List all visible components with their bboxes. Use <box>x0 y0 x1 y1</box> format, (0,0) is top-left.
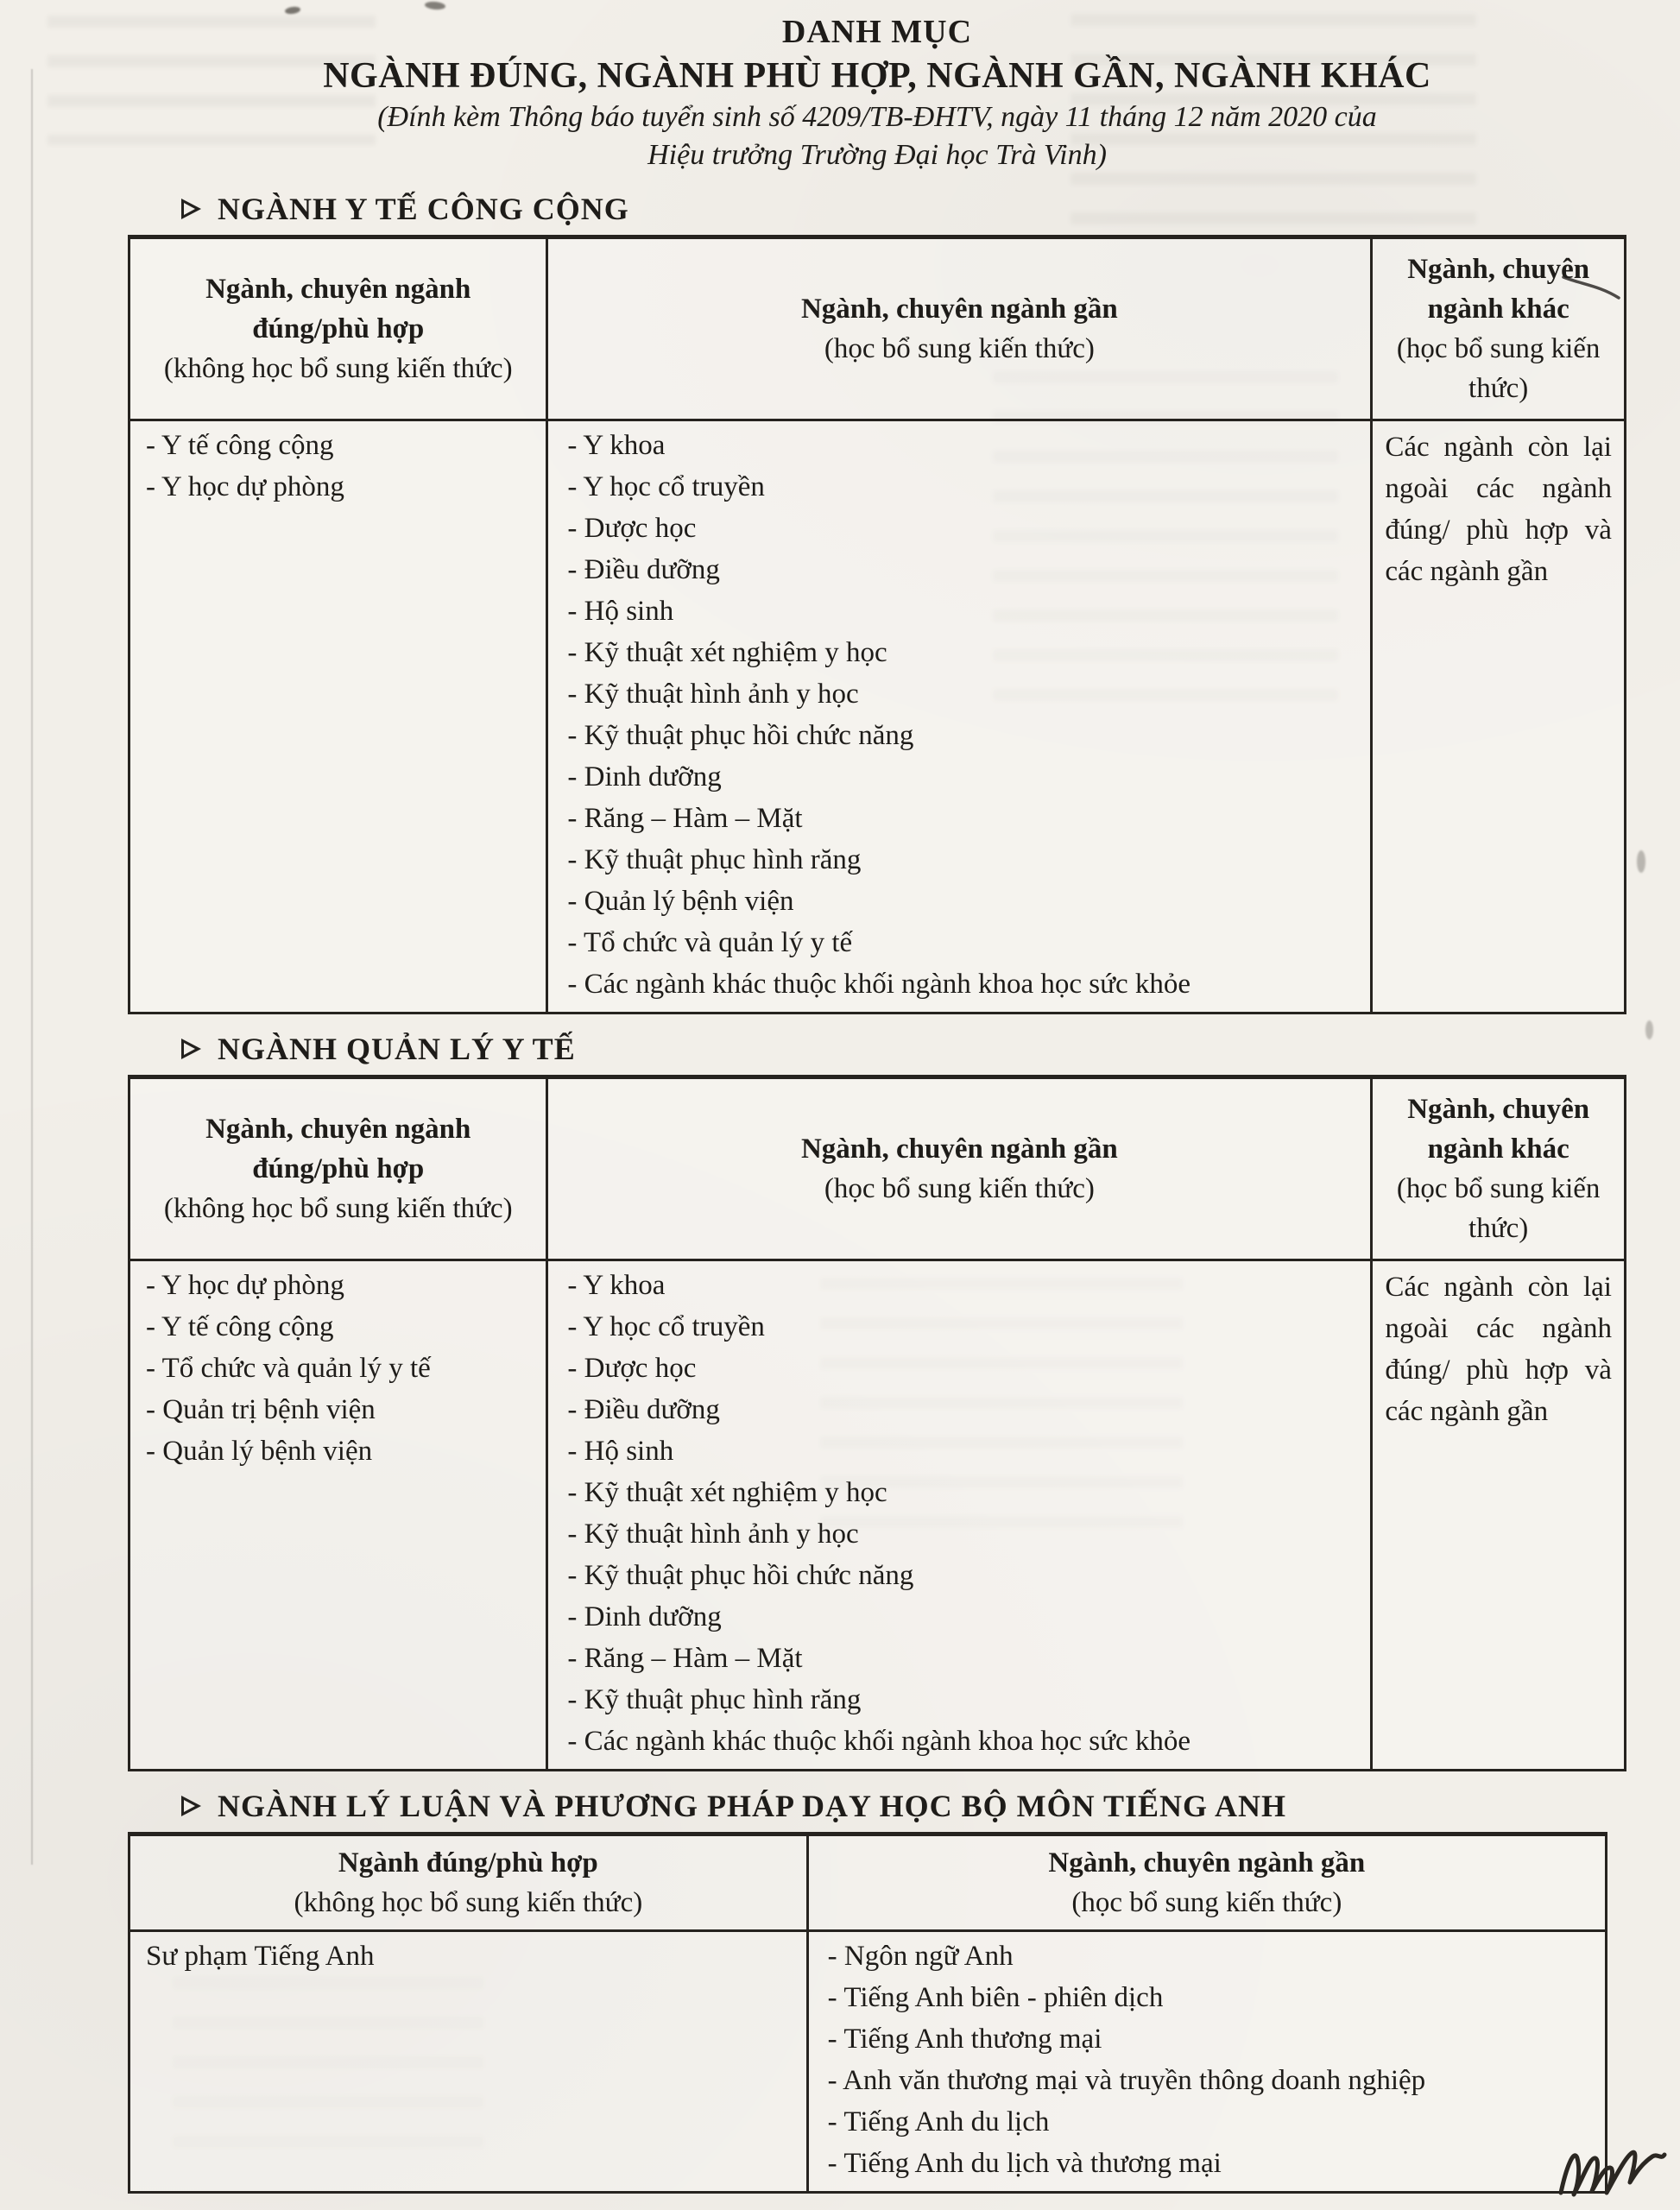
list-item: - Kỹ thuật xét nghiệm y học <box>567 637 887 668</box>
section-heading-text: NGÀNH QUẢN LÝ Y TẾ <box>218 1032 576 1066</box>
column-header-note: (không học bổ sung kiến thức) <box>163 353 513 384</box>
table-public-health <box>128 235 1626 1014</box>
column-header-other <box>1373 239 1624 419</box>
ink-smudge-artifact <box>425 1 446 10</box>
list-item: - Y tế công cộng <box>146 430 334 461</box>
list-item: - Các ngành khác thuộc khối ngành khoa học sức khỏe <box>567 1726 1191 1757</box>
table-health-management <box>128 1075 1626 1771</box>
list-item: - Quản lý bệnh viện <box>146 1436 373 1467</box>
near-majors-list <box>809 1932 1605 2191</box>
edge-mark-artifact <box>1637 850 1645 873</box>
correct-majors-list <box>130 1261 548 1769</box>
table-header-row <box>130 239 1624 421</box>
section-heading-text: NGÀNH Y TẾ CÔNG CỘNG <box>218 192 629 226</box>
list-item: - Răng – Hàm – Mặt <box>567 1643 803 1674</box>
arrowhead-marker-icon <box>181 1037 204 1061</box>
table-header-row <box>130 1836 1605 1932</box>
column-header-note: (học bổ sung kiến thức) <box>1396 1173 1601 1244</box>
table-body-row <box>130 1261 1624 1769</box>
column-header-note: (học bổ sung kiến thức) <box>824 333 1095 364</box>
section-heading-english-teaching <box>181 1785 1626 1827</box>
list-item: - Tiếng Anh du lịch <box>827 2106 1050 2137</box>
arrowhead-marker-icon <box>181 1794 204 1818</box>
list-item: - Hộ sinh <box>567 1436 674 1467</box>
column-header-title: Ngành, chuyên ngành gần <box>1048 1847 1366 1878</box>
list-item: - Y học dự phòng <box>146 1270 344 1301</box>
column-header-correct <box>130 1079 548 1259</box>
list-item: - Các ngành khác thuộc khối ngành khoa học sức khỏe <box>567 969 1191 1000</box>
table-english-teaching <box>128 1832 1607 2194</box>
list-item: - Y khoa <box>567 1270 666 1301</box>
list-item: - Kỹ thuật hình ảnh y học <box>567 1519 859 1550</box>
section-heading-health-management <box>181 1028 1626 1070</box>
list-item: - Tổ chức và quản lý y tế <box>146 1353 431 1384</box>
column-header-title: Ngành, chuyên ngành gần <box>800 1133 1118 1165</box>
column-header-note: (không học bổ sung kiến thức) <box>163 1193 513 1224</box>
table-header-row <box>130 1079 1624 1261</box>
column-header-title: Ngành, chuyên ngành khác <box>1407 254 1590 325</box>
list-item: - Ngôn ngữ Anh <box>827 1941 1014 1972</box>
table-body-row <box>130 421 1624 1012</box>
attachment-note-line1: (Đính kèm Thông báo tuyển sinh số 4209/TB-ĐHTV, ngày 11 tháng 12 năm 2020 của <box>377 101 1377 133</box>
list-item: - Răng – Hàm – Mặt <box>567 803 803 834</box>
list-item: - Anh văn thương mại và truyền thông doanh nghiệp <box>827 2065 1426 2096</box>
column-header-note: (học bổ sung kiến thức) <box>1071 1887 1342 1918</box>
list-item: - Kỹ thuật phục hình răng <box>567 1684 862 1715</box>
column-header-title: Ngành, chuyên ngành đúng/phù hợp <box>205 274 471 344</box>
column-header-correct <box>130 1836 809 1929</box>
column-header-note: (học bổ sung kiến thức) <box>1396 333 1601 404</box>
other-majors-text: Các ngành còn lại ngoài các ngành đúng/ phù hợp và các ngành gần <box>1385 432 1612 587</box>
attachment-note-line2: Hiệu trưởng Trường Đại học Trà Vinh) <box>647 139 1107 171</box>
list-item: - Kỹ thuật phục hình răng <box>567 844 862 875</box>
list-item: - Y học cổ truyền <box>567 1311 765 1342</box>
list-item: - Dinh dưỡng <box>567 761 722 792</box>
list-item: - Điều dưỡng <box>567 554 720 585</box>
list-item: - Tổ chức và quản lý y tế <box>567 927 853 958</box>
column-header-title: Ngành, chuyên ngành khác <box>1407 1094 1590 1165</box>
list-item: - Tiếng Anh du lịch và thương mại <box>827 2148 1222 2179</box>
list-item: Sư phạm Tiếng Anh <box>146 1941 375 1972</box>
near-majors-list <box>548 1261 1373 1769</box>
list-item: - Dược học <box>567 1353 697 1384</box>
list-item: - Tiếng Anh biên - phiên dịch <box>827 1982 1164 2013</box>
column-header-correct <box>130 239 548 419</box>
column-header-title: Ngành, chuyên ngành gần <box>800 294 1118 325</box>
other-majors-text: Các ngành còn lại ngoài các ngành đúng/ phù hợp và các ngành gần <box>1385 1272 1612 1427</box>
column-header-near <box>548 1079 1373 1259</box>
column-header-note: (không học bổ sung kiến thức) <box>294 1887 643 1918</box>
column-header-other <box>1373 1079 1624 1259</box>
column-header-title: Ngành đúng/phù hợp <box>338 1847 598 1878</box>
pen-stroke-artifact <box>1562 272 1622 301</box>
list-item: - Y tế công cộng <box>146 1311 334 1342</box>
list-item: - Y học dự phòng <box>146 471 344 502</box>
list-item: - Kỹ thuật xét nghiệm y học <box>567 1477 887 1508</box>
list-item: - Hộ sinh <box>567 596 674 627</box>
list-item: - Kỹ thuật phục hồi chức năng <box>567 720 914 751</box>
column-header-note: (học bổ sung kiến thức) <box>824 1173 1095 1204</box>
edge-mark-artifact <box>1645 1020 1653 1039</box>
column-header-near <box>809 1836 1605 1929</box>
arrowhead-marker-icon <box>181 197 204 221</box>
list-item: - Quản trị bệnh viện <box>146 1394 376 1425</box>
list-item: - Dược học <box>567 513 697 544</box>
correct-majors-list <box>130 1932 809 2191</box>
document-content <box>128 12 1626 2194</box>
scan-fold-line-artifact <box>31 69 33 1865</box>
list-item: - Quản lý bệnh viện <box>567 886 794 917</box>
section-heading-public-health <box>181 188 1626 230</box>
correct-majors-list <box>130 421 548 1012</box>
list-item: - Điều dưỡng <box>567 1394 720 1425</box>
section-heading-text: NGÀNH LÝ LUẬN VÀ PHƯƠNG PHÁP DẠY HỌC BỘ MÔN TIẾNG ANH <box>218 1789 1287 1823</box>
handwritten-signature-mark <box>1551 2136 1671 2205</box>
document-heading: NGÀNH ĐÚNG, NGÀNH PHÙ HỢP, NGÀNH GẦN, NGÀNH KHÁC <box>323 56 1431 96</box>
list-item: - Kỹ thuật phục hồi chức năng <box>567 1560 914 1591</box>
list-item: - Y khoa <box>567 430 666 461</box>
list-item: - Dinh dưỡng <box>567 1601 722 1632</box>
list-item: - Y học cổ truyền <box>567 471 765 502</box>
table-body-row <box>130 1932 1605 2191</box>
list-item: - Kỹ thuật hình ảnh y học <box>567 679 859 710</box>
near-majors-list <box>548 421 1373 1012</box>
column-header-near <box>548 239 1373 419</box>
list-item: - Tiếng Anh thương mại <box>827 2024 1102 2055</box>
column-header-title: Ngành, chuyên ngành đúng/phù hợp <box>205 1114 471 1184</box>
document-title: DANH MỤC <box>781 14 973 50</box>
